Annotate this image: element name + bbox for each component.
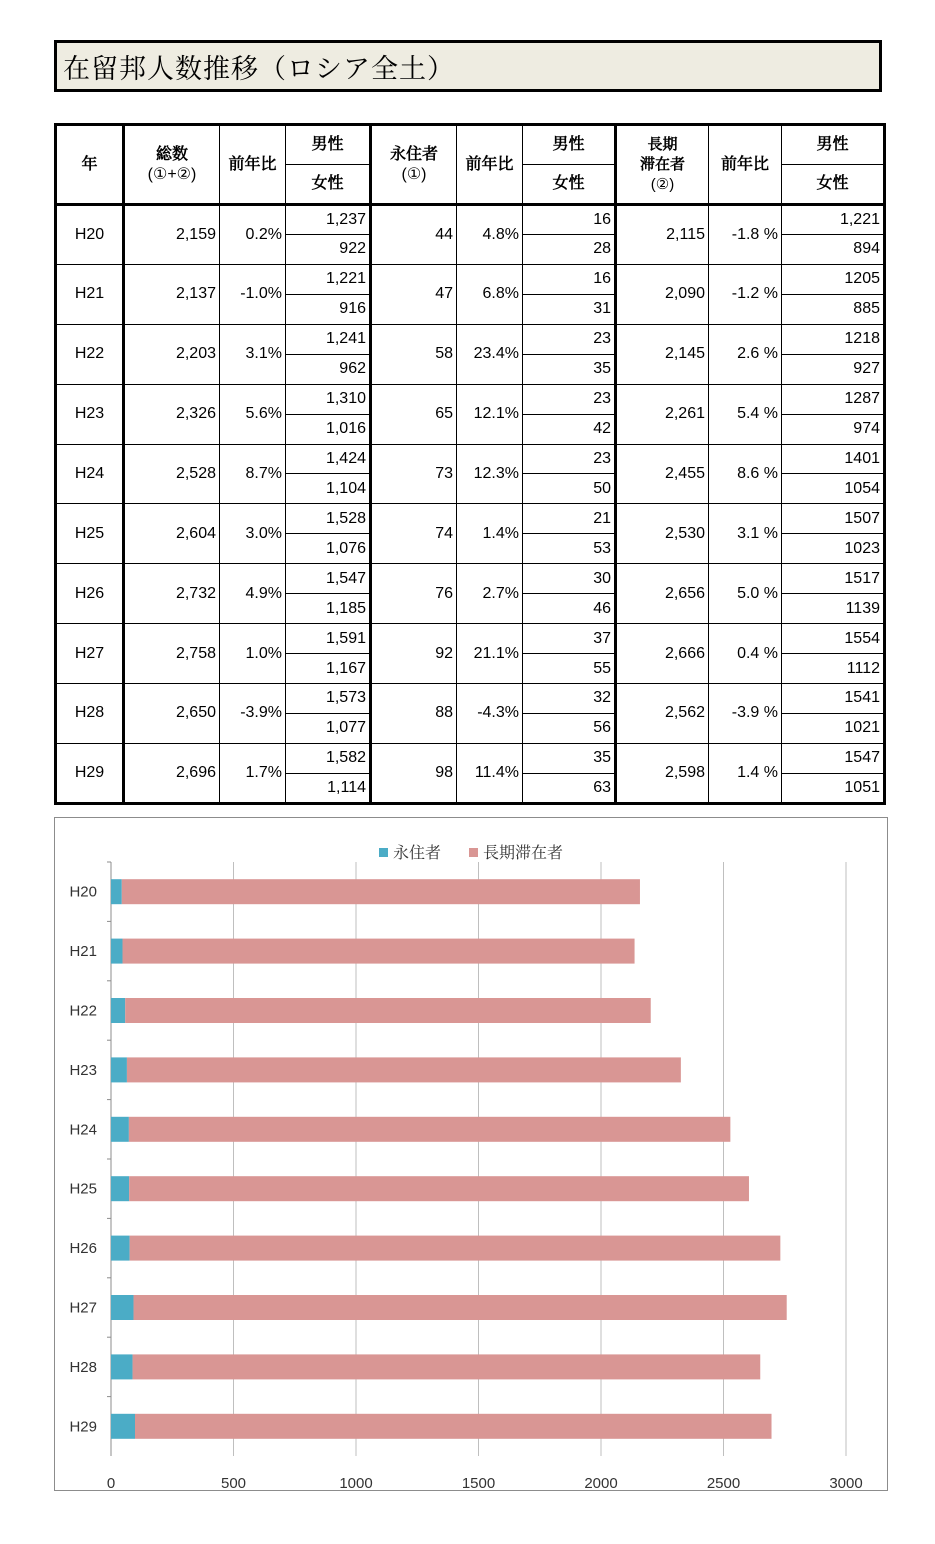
cell-total-yoy: 8.7% bbox=[220, 444, 286, 504]
cell-total-female: 916 bbox=[286, 294, 371, 324]
cell-permanent-female: 63 bbox=[523, 773, 616, 803]
cell-total-male: 1,310 bbox=[286, 384, 371, 414]
cell-permanent-yoy: 2.7% bbox=[457, 564, 523, 624]
cell-total-female: 1,104 bbox=[286, 474, 371, 504]
x-tick-label: 2000 bbox=[584, 1475, 618, 1490]
cell-total-male: 1,573 bbox=[286, 684, 371, 714]
cell-permanent: 88 bbox=[371, 684, 457, 744]
cell-permanent-female: 31 bbox=[523, 294, 616, 324]
cell-permanent-yoy: 4.8% bbox=[457, 205, 523, 265]
cell-longterm-male: 1287 bbox=[782, 384, 885, 414]
cell-longterm-male: 1205 bbox=[782, 264, 885, 294]
bar-longterm-H27 bbox=[134, 1295, 787, 1320]
cell-total: 2,732 bbox=[124, 564, 220, 624]
bar-permanent-H24 bbox=[111, 1117, 129, 1142]
cell-year: H27 bbox=[56, 624, 124, 684]
bar-longterm-H20 bbox=[122, 879, 640, 904]
cell-longterm: 2,666 bbox=[616, 624, 709, 684]
cell-total-female: 1,016 bbox=[286, 414, 371, 444]
header-longterm-female: 女性 bbox=[782, 165, 885, 205]
bar-permanent-H21 bbox=[111, 939, 123, 964]
cell-longterm: 2,562 bbox=[616, 684, 709, 744]
cell-longterm-male: 1401 bbox=[782, 444, 885, 474]
cell-longterm: 2,530 bbox=[616, 504, 709, 564]
cell-permanent-male: 23 bbox=[523, 384, 616, 414]
table-row bbox=[56, 205, 885, 235]
cell-longterm: 2,261 bbox=[616, 384, 709, 444]
page-title: 在留邦人数推移（ロシア全土） bbox=[63, 53, 455, 85]
cell-longterm-female: 1051 bbox=[782, 773, 885, 803]
bar-longterm-H25 bbox=[129, 1176, 749, 1201]
cell-permanent-yoy: 21.1% bbox=[457, 624, 523, 684]
y-category-label: H23 bbox=[69, 1061, 97, 1079]
cell-total-female: 1,185 bbox=[286, 594, 371, 624]
cell-total-female: 1,167 bbox=[286, 654, 371, 684]
cell-longterm-female: 974 bbox=[782, 414, 885, 444]
bar-longterm-H21 bbox=[123, 939, 635, 964]
table-row bbox=[56, 624, 885, 654]
x-tick-label: 500 bbox=[220, 1475, 247, 1490]
x-tick-label: 1000 bbox=[339, 1475, 373, 1490]
cell-permanent-female: 46 bbox=[523, 594, 616, 624]
header-longterm: 長期 滞在者 (②) bbox=[616, 125, 709, 205]
cell-permanent: 98 bbox=[371, 743, 457, 803]
table-row bbox=[56, 444, 885, 474]
header-year: 年 bbox=[56, 125, 124, 205]
cell-permanent-female: 35 bbox=[523, 354, 616, 384]
cell-longterm-female: 1023 bbox=[782, 534, 885, 564]
cell-total-male: 1,591 bbox=[286, 624, 371, 654]
cell-longterm-male: 1541 bbox=[782, 684, 885, 714]
header-permanent-male: 男性 bbox=[523, 125, 616, 165]
cell-longterm-yoy: 5.0 % bbox=[709, 564, 782, 624]
cell-year: H24 bbox=[56, 444, 124, 504]
cell-total-female: 1,076 bbox=[286, 534, 371, 564]
bar-permanent-H20 bbox=[111, 879, 122, 904]
cell-permanent-male: 16 bbox=[523, 264, 616, 294]
cell-year: H22 bbox=[56, 324, 124, 384]
legend-label-permanent: 永住者 bbox=[393, 845, 442, 862]
cell-permanent-yoy: 11.4% bbox=[457, 743, 523, 803]
cell-total-male: 1,424 bbox=[286, 444, 371, 474]
cell-permanent-yoy: 6.8% bbox=[457, 264, 523, 324]
cell-total: 2,650 bbox=[124, 684, 220, 744]
bar-longterm-H23 bbox=[127, 1057, 681, 1082]
legend-swatch-longterm bbox=[469, 848, 478, 857]
cell-total: 2,528 bbox=[124, 444, 220, 504]
cell-total: 2,604 bbox=[124, 504, 220, 564]
cell-longterm: 2,656 bbox=[616, 564, 709, 624]
cell-longterm-male: 1507 bbox=[782, 504, 885, 534]
cell-permanent-female: 42 bbox=[523, 414, 616, 444]
cell-permanent: 76 bbox=[371, 564, 457, 624]
cell-longterm-female: 927 bbox=[782, 354, 885, 384]
y-category-label: H22 bbox=[69, 1002, 97, 1020]
x-tick-label: 3000 bbox=[829, 1475, 863, 1490]
cell-permanent-male: 37 bbox=[523, 624, 616, 654]
cell-total-female: 1,114 bbox=[286, 773, 371, 803]
cell-total-male: 1,237 bbox=[286, 205, 371, 235]
cell-permanent: 58 bbox=[371, 324, 457, 384]
cell-total-yoy: 5.6% bbox=[220, 384, 286, 444]
cell-permanent-female: 28 bbox=[523, 234, 616, 264]
cell-longterm-female: 1054 bbox=[782, 474, 885, 504]
cell-permanent-female: 56 bbox=[523, 713, 616, 743]
cell-total-yoy: 1.7% bbox=[220, 743, 286, 803]
cell-total: 2,696 bbox=[124, 743, 220, 803]
cell-longterm-yoy: 2.6 % bbox=[709, 324, 782, 384]
legend-label-longterm: 長期滞在者 bbox=[483, 845, 564, 862]
cell-year: H29 bbox=[56, 743, 124, 803]
cell-permanent: 47 bbox=[371, 264, 457, 324]
bar-permanent-H27 bbox=[111, 1295, 134, 1320]
cell-permanent-yoy: -4.3% bbox=[457, 684, 523, 744]
header-permanent-female: 女性 bbox=[523, 165, 616, 205]
cell-permanent: 92 bbox=[371, 624, 457, 684]
x-tick-label: 1500 bbox=[461, 1475, 496, 1490]
cell-permanent-yoy: 12.3% bbox=[457, 444, 523, 504]
cell-permanent: 44 bbox=[371, 205, 457, 265]
cell-total-female: 1,077 bbox=[286, 713, 371, 743]
cell-longterm-female: 885 bbox=[782, 294, 885, 324]
table-row bbox=[56, 324, 885, 354]
cell-longterm-yoy: -1.8 % bbox=[709, 205, 782, 265]
cell-total-female: 922 bbox=[286, 234, 371, 264]
legend-swatch-permanent bbox=[379, 848, 388, 857]
table-row bbox=[56, 564, 885, 594]
header-total-yoy: 前年比 bbox=[220, 125, 286, 205]
stacked-bar-chart bbox=[55, 818, 887, 1490]
bar-permanent-H26 bbox=[111, 1236, 130, 1261]
cell-permanent-yoy: 23.4% bbox=[457, 324, 523, 384]
bar-longterm-H26 bbox=[130, 1236, 781, 1261]
cell-permanent-female: 53 bbox=[523, 534, 616, 564]
cell-permanent-yoy: 1.4% bbox=[457, 504, 523, 564]
cell-longterm-female: 1112 bbox=[782, 654, 885, 684]
cell-permanent-male: 32 bbox=[523, 684, 616, 714]
cell-longterm-male: 1554 bbox=[782, 624, 885, 654]
cell-longterm-yoy: 5.4 % bbox=[709, 384, 782, 444]
bar-longterm-H29 bbox=[135, 1414, 772, 1439]
cell-permanent-yoy: 12.1% bbox=[457, 384, 523, 444]
cell-longterm-female: 1139 bbox=[782, 594, 885, 624]
x-tick-label: 0 bbox=[106, 1475, 116, 1490]
cell-longterm-yoy: 0.4 % bbox=[709, 624, 782, 684]
bar-permanent-H23 bbox=[111, 1057, 127, 1082]
bar-permanent-H28 bbox=[111, 1354, 133, 1379]
cell-total-male: 1,582 bbox=[286, 743, 371, 773]
y-category-label: H26 bbox=[69, 1240, 97, 1258]
cell-total-male: 1,528 bbox=[286, 504, 371, 534]
y-category-label: H20 bbox=[69, 883, 97, 901]
cell-total: 2,159 bbox=[124, 205, 220, 265]
cell-longterm-male: 1,221 bbox=[782, 205, 885, 235]
table-body bbox=[56, 205, 885, 804]
cell-permanent-male: 23 bbox=[523, 444, 616, 474]
cell-longterm-male: 1517 bbox=[782, 564, 885, 594]
cell-total-yoy: 3.0% bbox=[220, 504, 286, 564]
cell-permanent-male: 35 bbox=[523, 743, 616, 773]
cell-total: 2,203 bbox=[124, 324, 220, 384]
y-category-label: H24 bbox=[69, 1121, 97, 1139]
cell-permanent-male: 16 bbox=[523, 205, 616, 235]
y-category-label: H21 bbox=[69, 943, 97, 961]
header-longterm-male: 男性 bbox=[782, 125, 885, 165]
cell-longterm: 2,598 bbox=[616, 743, 709, 803]
chart-frame bbox=[54, 817, 888, 1491]
statistics-table bbox=[54, 123, 886, 805]
cell-longterm-yoy: -3.9 % bbox=[709, 684, 782, 744]
bar-longterm-H22 bbox=[125, 998, 651, 1023]
table-row bbox=[56, 743, 885, 773]
cell-year: H20 bbox=[56, 205, 124, 265]
cell-longterm-male: 1218 bbox=[782, 324, 885, 354]
cell-total-yoy: 3.1% bbox=[220, 324, 286, 384]
cell-total-yoy: -1.0% bbox=[220, 264, 286, 324]
bar-permanent-H25 bbox=[111, 1176, 129, 1201]
cell-longterm-yoy: 1.4 % bbox=[709, 743, 782, 803]
cell-longterm: 2,455 bbox=[616, 444, 709, 504]
cell-total-male: 1,241 bbox=[286, 324, 371, 354]
header-total-female: 女性 bbox=[286, 165, 371, 205]
cell-total: 2,137 bbox=[124, 264, 220, 324]
x-tick-label: 2500 bbox=[706, 1475, 741, 1490]
y-category-label: H29 bbox=[69, 1418, 97, 1436]
cell-total-male: 1,547 bbox=[286, 564, 371, 594]
bar-longterm-H24 bbox=[129, 1117, 730, 1142]
cell-total-male: 1,221 bbox=[286, 264, 371, 294]
bar-longterm-H28 bbox=[133, 1354, 761, 1379]
cell-year: H28 bbox=[56, 684, 124, 744]
cell-year: H21 bbox=[56, 264, 124, 324]
cell-total-yoy: 0.2% bbox=[220, 205, 286, 265]
header-total: 総数 (①+②) bbox=[124, 125, 220, 205]
header-permanent-yoy: 前年比 bbox=[457, 125, 523, 205]
cell-longterm: 2,090 bbox=[616, 264, 709, 324]
cell-permanent-male: 30 bbox=[523, 564, 616, 594]
cell-permanent: 73 bbox=[371, 444, 457, 504]
cell-total-female: 962 bbox=[286, 354, 371, 384]
cell-total-yoy: 4.9% bbox=[220, 564, 286, 624]
cell-longterm: 2,115 bbox=[616, 205, 709, 265]
y-category-label: H28 bbox=[69, 1358, 97, 1376]
cell-permanent-male: 23 bbox=[523, 324, 616, 354]
bar-permanent-H22 bbox=[111, 998, 125, 1023]
cell-permanent: 65 bbox=[371, 384, 457, 444]
cell-permanent-male: 21 bbox=[523, 504, 616, 534]
header-total-male: 男性 bbox=[286, 125, 371, 165]
cell-longterm-yoy: -1.2 % bbox=[709, 264, 782, 324]
cell-total: 2,326 bbox=[124, 384, 220, 444]
cell-permanent-female: 55 bbox=[523, 654, 616, 684]
cell-permanent: 74 bbox=[371, 504, 457, 564]
cell-year: H23 bbox=[56, 384, 124, 444]
bar-permanent-H29 bbox=[111, 1414, 135, 1439]
header-permanent: 永住者 (①) bbox=[371, 125, 457, 205]
cell-permanent-female: 50 bbox=[523, 474, 616, 504]
cell-longterm-female: 1021 bbox=[782, 713, 885, 743]
table-row bbox=[56, 504, 885, 534]
table-row bbox=[56, 264, 885, 294]
cell-longterm-yoy: 8.6 % bbox=[709, 444, 782, 504]
cell-total-yoy: 1.0% bbox=[220, 624, 286, 684]
cell-longterm-female: 894 bbox=[782, 234, 885, 264]
table-row bbox=[56, 384, 885, 414]
cell-year: H25 bbox=[56, 504, 124, 564]
cell-longterm-yoy: 3.1 % bbox=[709, 504, 782, 564]
cell-year: H26 bbox=[56, 564, 124, 624]
cell-longterm-male: 1547 bbox=[782, 743, 885, 773]
cell-total-yoy: -3.9% bbox=[220, 684, 286, 744]
header-longterm-yoy: 前年比 bbox=[709, 125, 782, 205]
y-category-label: H27 bbox=[69, 1299, 97, 1317]
cell-longterm: 2,145 bbox=[616, 324, 709, 384]
y-category-label: H25 bbox=[69, 1180, 97, 1198]
table-row bbox=[56, 684, 885, 714]
cell-total: 2,758 bbox=[124, 624, 220, 684]
page-title-box bbox=[54, 40, 882, 92]
